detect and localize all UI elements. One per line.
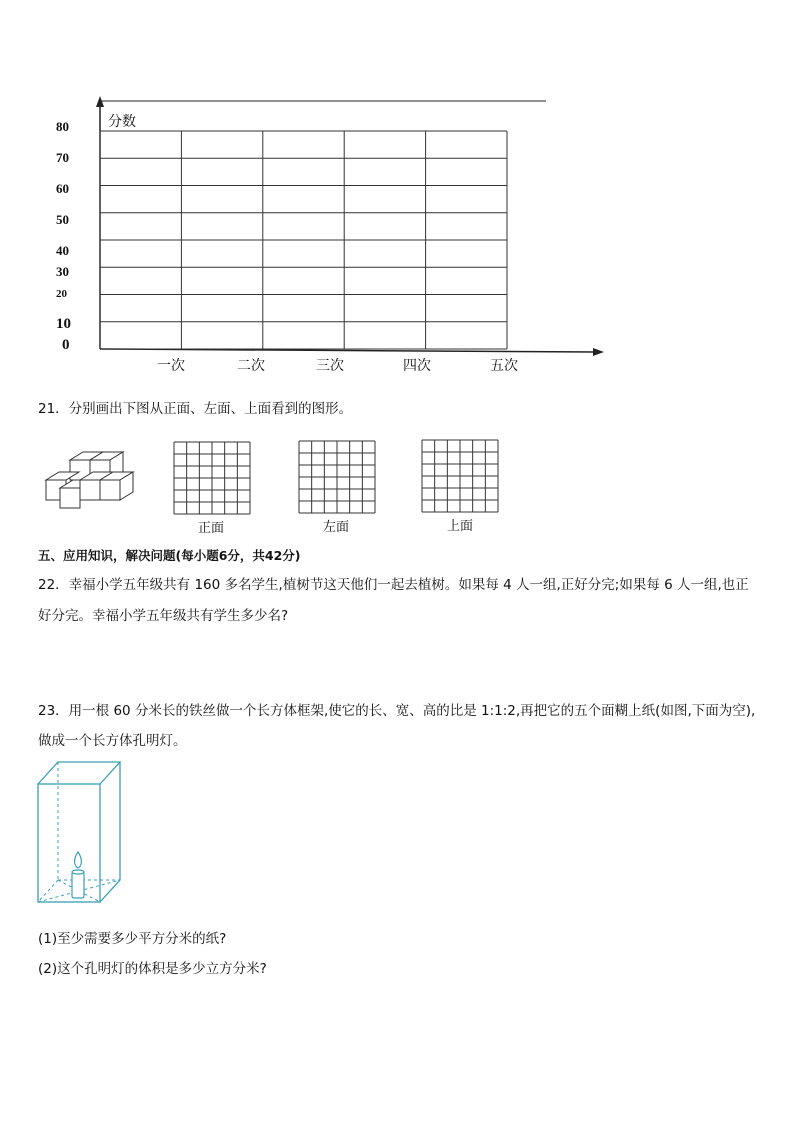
y-tick-label: 50 (56, 212, 69, 227)
y-tick-label: 30 (56, 264, 69, 279)
x-tick-label: 一次 (157, 358, 185, 374)
x-tick-label: 三次 (316, 358, 344, 374)
question-21-text: 21．分别画出下图从正面、左面、上面看到的图形。 (38, 401, 353, 417)
y-tick-label: 0 (62, 337, 70, 353)
left-view-label: 左面 (323, 520, 350, 535)
section-5-heading: 五、应用知识，解决问题(每小题6分，共42分) (38, 548, 301, 563)
y-tick-label: 60 (56, 181, 69, 196)
y-tick-label: 70 (56, 150, 69, 165)
question-23-sub-2: (2)这个孔明灯的体积是多少立方分米? (38, 961, 267, 977)
top-view-grid[interactable] (420, 438, 500, 514)
top-view-label: 上面 (447, 519, 474, 534)
chart-grid (100, 131, 507, 349)
y-tick-label: 40 (56, 243, 69, 258)
question-23-line-1: 23．用一根 60 分米长的铁丝做一个长方体框架,使它的长、宽、高的比是 1:1:2,再把它的五个面糊上纸(如图,下面为空), (38, 703, 756, 719)
y-tick-label: 20 (56, 288, 67, 300)
x-axis-arrow (593, 348, 604, 356)
lantern-figure (36, 760, 126, 910)
y-tick-label: 80 (56, 119, 69, 134)
cube-stack-figure (40, 440, 150, 520)
question-22-line-2: 好分完。幸福小学五年级共有学生多少名? (38, 608, 289, 624)
y-tick-labels (56, 119, 71, 353)
front-view-label: 正面 (198, 521, 225, 536)
x-tick-label: 二次 (237, 358, 265, 374)
question-23-sub-1: (1)至少需要多少平方分米的纸? (38, 931, 227, 947)
x-tick-label: 四次 (403, 358, 431, 374)
question-22-line-1: 22．幸福小学五年级共有 160 多名学生,植树节这天他们一起去植树。如果每 4 人一组,正好分完;如果每 6 人一组,也正 (38, 577, 749, 593)
left-view-grid[interactable] (297, 439, 377, 515)
front-view-grid[interactable] (172, 440, 252, 516)
y-tick-label: 10 (56, 316, 71, 332)
question-23-line-2: 做成一个长方体孔明灯。 (38, 733, 187, 749)
score-chart (0, 0, 794, 380)
x-tick-label: 五次 (490, 358, 518, 374)
chart-svg (0, 0, 794, 380)
x-tick-labels (157, 358, 518, 374)
y-axis-title: 分数 (108, 114, 136, 130)
